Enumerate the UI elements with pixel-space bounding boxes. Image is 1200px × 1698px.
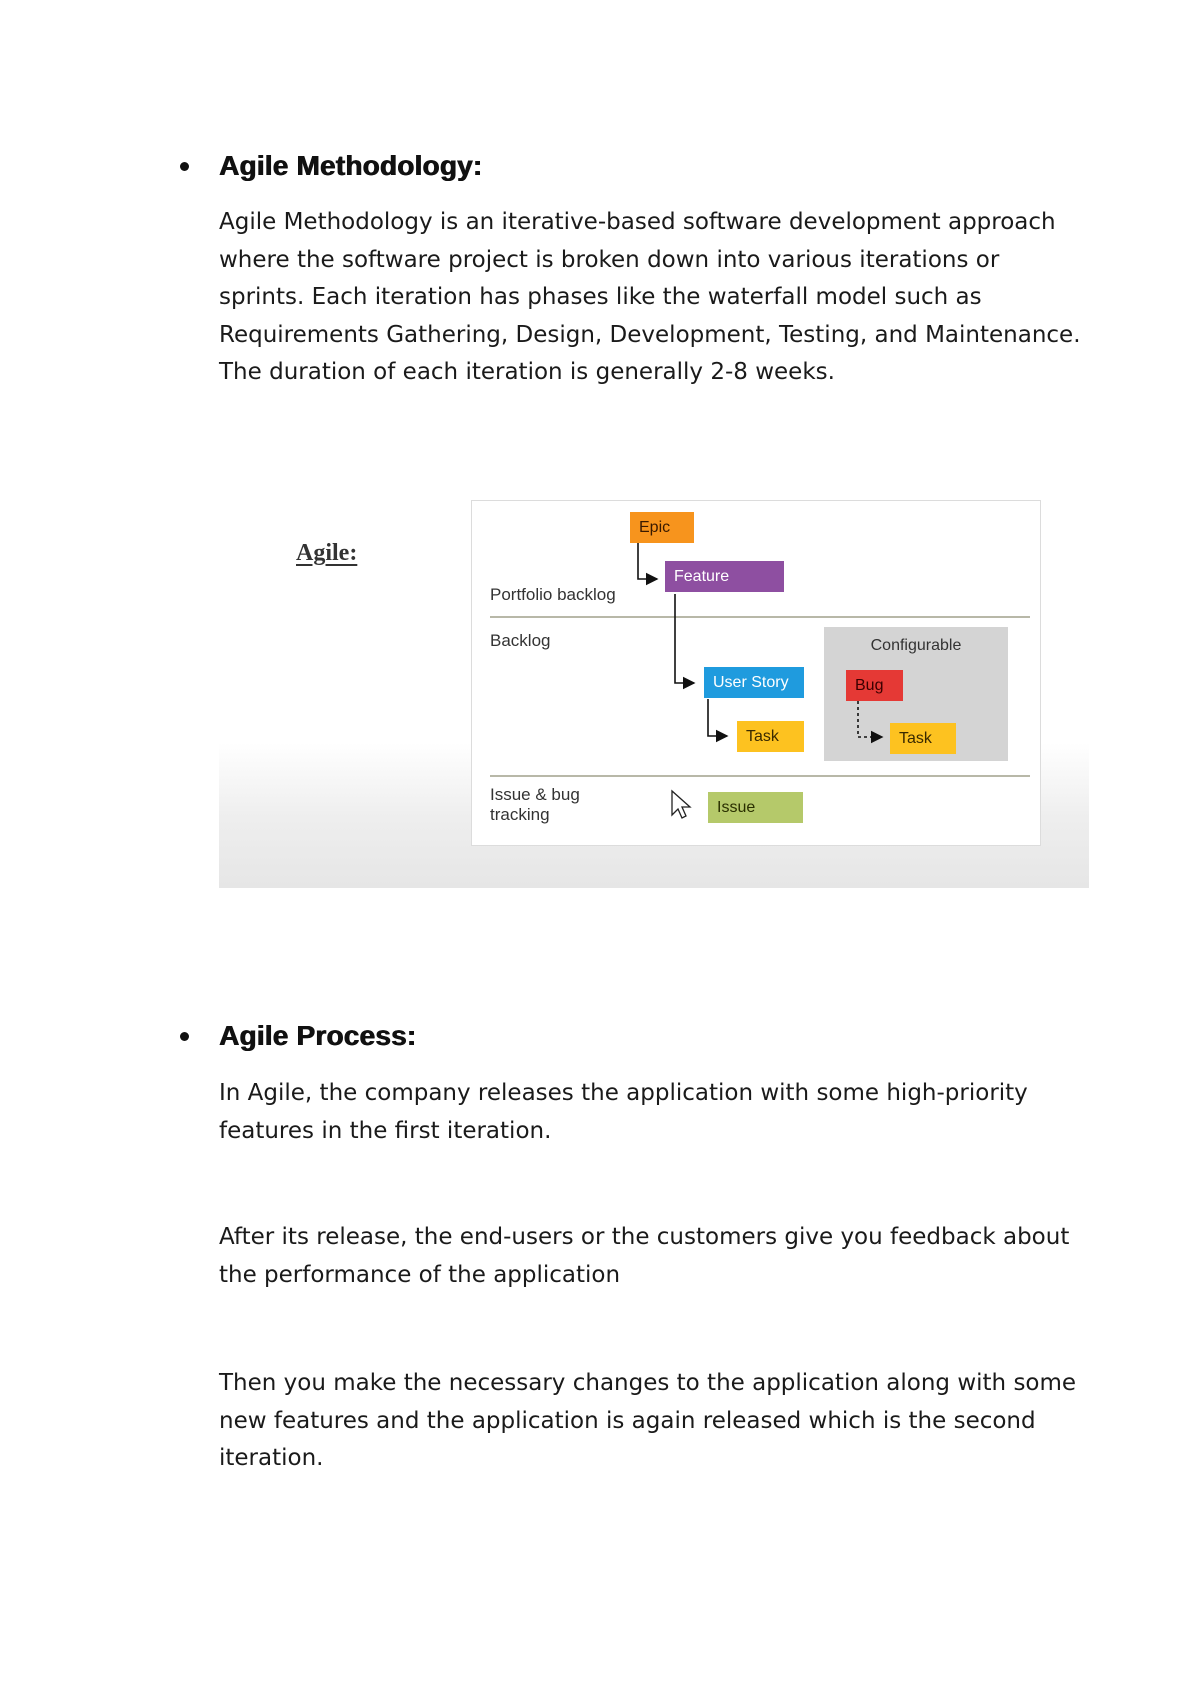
work-item-task xyxy=(737,721,804,752)
heading-text: Agile Process: xyxy=(219,1020,417,1051)
work-item-bug-task xyxy=(890,723,956,754)
bullet-icon xyxy=(180,1032,189,1041)
paragraph: Agile Methodology is an iterative-based software development approach where the software project is broken down into various iterations or sprints. Each iteration has phases like the waterfall model such as Requirements Gathering, Design, Development, Testing, and Maintenance. The duration of each iteration is generally 2-8 weeks. xyxy=(219,209,1081,385)
work-item-bug xyxy=(846,670,903,701)
work-item-label: Bug xyxy=(855,677,884,694)
work-item-epic xyxy=(630,512,694,543)
figure-label: Agile: xyxy=(296,540,358,566)
paragraph: After its release, the end-users or the customers give you feedback about the performance of the application xyxy=(219,1224,1070,1288)
work-item-feature xyxy=(665,561,784,592)
paragraph: Then you make the necessary changes to the application along with some new features and the application is again released which is the second iteration. xyxy=(219,1370,1077,1471)
work-item-issue xyxy=(708,792,803,823)
work-item-user-story xyxy=(704,667,804,698)
agile-figure xyxy=(219,496,1089,888)
bullet-icon xyxy=(180,162,189,171)
heading-text: Agile Methodology: xyxy=(219,150,483,181)
work-item-label: User Story xyxy=(713,674,789,691)
mouse-pointer-icon xyxy=(672,791,690,818)
row-label-issue-bug-line2: tracking xyxy=(490,805,550,824)
work-item-label: Issue xyxy=(717,799,756,816)
section-heading-agile-process xyxy=(180,1020,416,1052)
work-item-hierarchy-diagram xyxy=(471,500,1041,846)
work-item-label: Task xyxy=(746,728,779,745)
row-label-backlog: Backlog xyxy=(490,631,551,650)
work-item-label: Task xyxy=(899,730,932,747)
paragraph: In Agile, the company releases the application with some high-priority features in the first iteration. xyxy=(219,1080,1028,1144)
row-label-issue-bug-line1: Issue & bug xyxy=(490,785,580,804)
work-item-label: Feature xyxy=(674,568,730,585)
configurable-label: Configurable xyxy=(870,637,962,654)
row-label-portfolio-backlog: Portfolio backlog xyxy=(490,585,616,604)
section-heading-agile-methodology xyxy=(180,150,482,182)
work-item-label: Epic xyxy=(639,519,671,536)
